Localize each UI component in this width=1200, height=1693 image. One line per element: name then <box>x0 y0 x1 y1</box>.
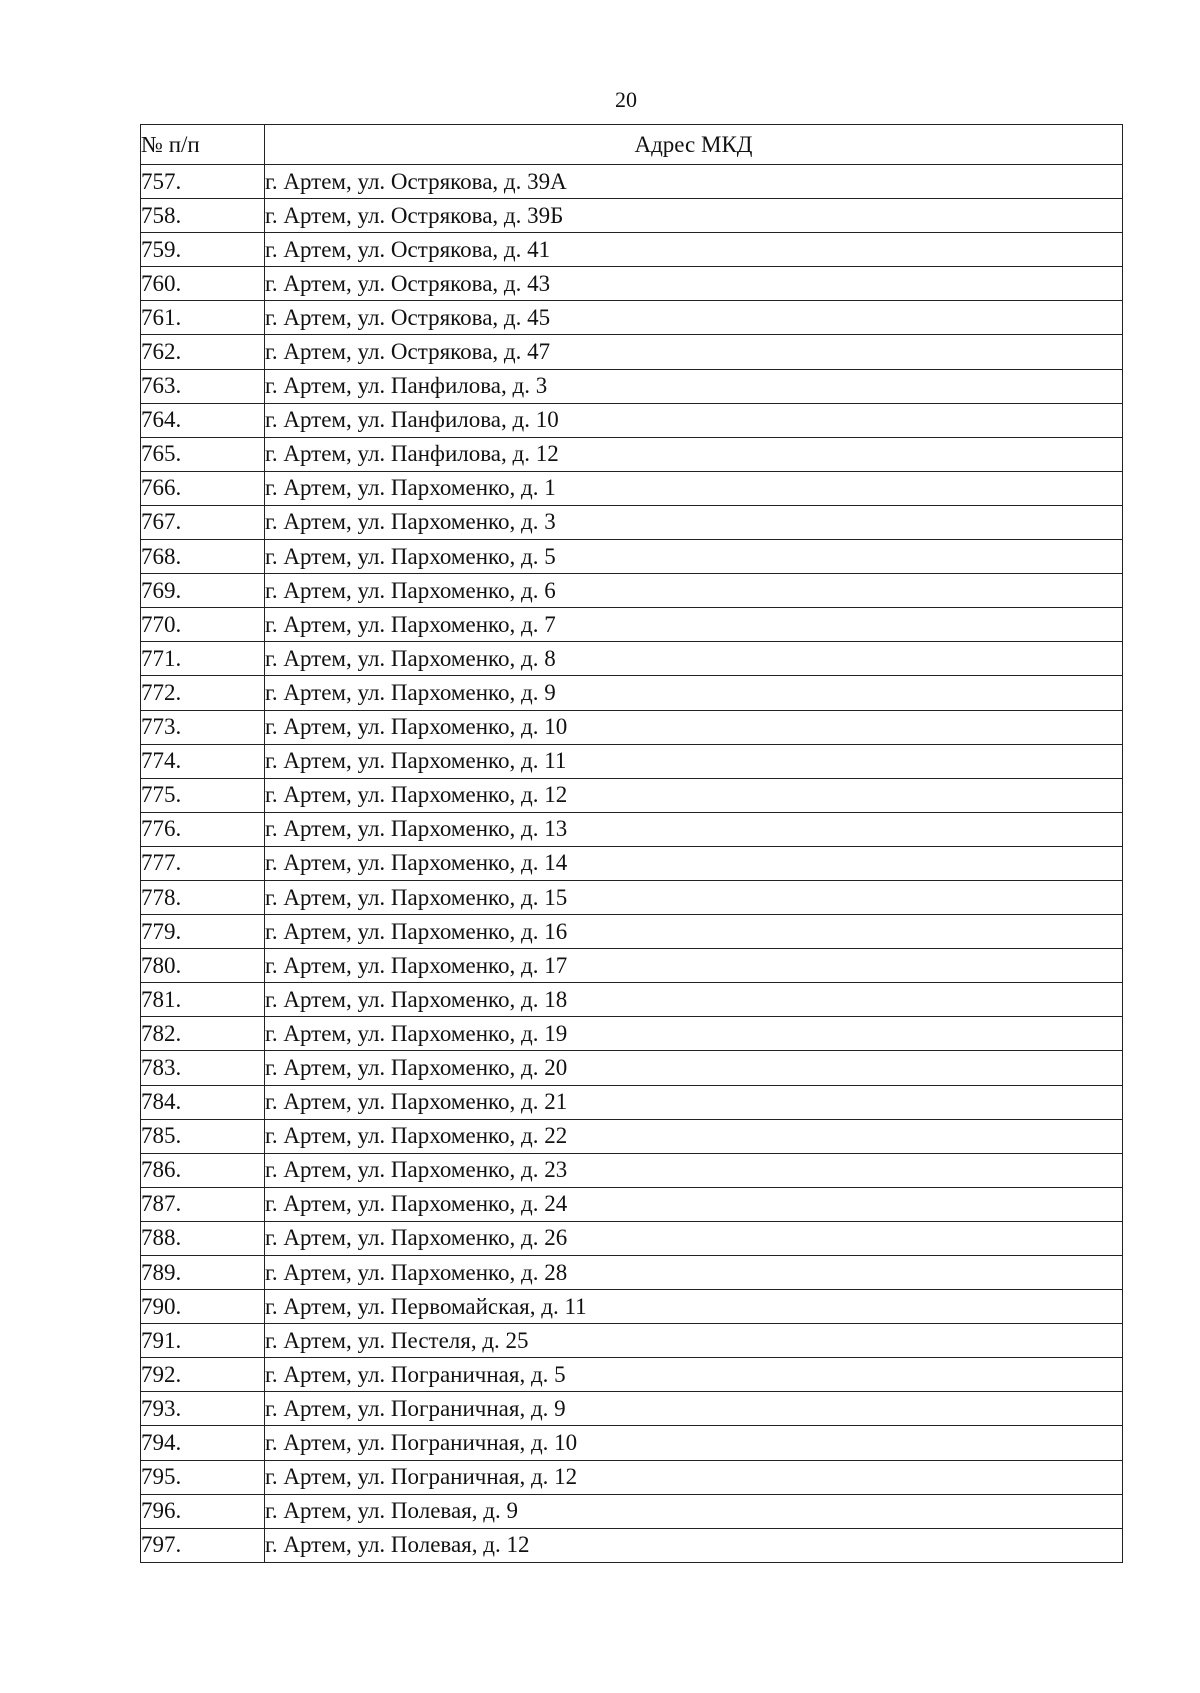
address-cell: г. Артем, ул. Острякова, д. 43 <box>265 267 1123 301</box>
table-row <box>141 983 1123 1017</box>
table-row <box>141 778 1123 812</box>
table-row <box>141 608 1123 642</box>
address-cell: г. Артем, ул. Полевая, д. 9 <box>265 1494 1123 1528</box>
table-row <box>141 1085 1123 1119</box>
address-cell: г. Артем, ул. Пархоменко, д. 15 <box>265 880 1123 914</box>
row-number-cell: 760. <box>141 267 265 301</box>
table-row <box>141 1256 1123 1290</box>
table-row <box>141 710 1123 744</box>
table-row <box>141 915 1123 949</box>
row-number-cell: 767. <box>141 505 265 539</box>
table-row <box>141 1153 1123 1187</box>
address-cell: г. Артем, ул. Острякова, д. 39А <box>265 165 1123 199</box>
address-cell: г. Артем, ул. Острякова, д. 39Б <box>265 199 1123 233</box>
row-number-cell: 775. <box>141 778 265 812</box>
table-row <box>141 165 1123 199</box>
column-header-address: Адрес МКД <box>265 125 1123 165</box>
row-number-cell: 797. <box>141 1528 265 1562</box>
row-number-cell: 780. <box>141 949 265 983</box>
table-row <box>141 642 1123 676</box>
table-row <box>141 471 1123 505</box>
table-row <box>141 846 1123 880</box>
table-row <box>141 812 1123 846</box>
address-cell: г. Артем, ул. Панфилова, д. 10 <box>265 403 1123 437</box>
address-cell: г. Артем, ул. Острякова, д. 41 <box>265 233 1123 267</box>
address-cell: г. Артем, ул. Пархоменко, д. 9 <box>265 676 1123 710</box>
address-cell: г. Артем, ул. Пограничная, д. 12 <box>265 1460 1123 1494</box>
row-number-cell: 788. <box>141 1221 265 1255</box>
row-number-cell: 776. <box>141 812 265 846</box>
row-number-cell: 794. <box>141 1426 265 1460</box>
address-cell: г. Артем, ул. Пархоменко, д. 23 <box>265 1153 1123 1187</box>
address-cell: г. Артем, ул. Пархоменко, д. 19 <box>265 1017 1123 1051</box>
row-number-cell: 795. <box>141 1460 265 1494</box>
table-row <box>141 267 1123 301</box>
table-row <box>141 369 1123 403</box>
table-row <box>141 744 1123 778</box>
address-cell: г. Артем, ул. Пархоменко, д. 26 <box>265 1221 1123 1255</box>
table-body <box>141 165 1123 1563</box>
row-number-cell: 783. <box>141 1051 265 1085</box>
row-number-cell: 793. <box>141 1392 265 1426</box>
address-cell: г. Артем, ул. Пархоменко, д. 12 <box>265 778 1123 812</box>
address-cell: г. Артем, ул. Панфилова, д. 3 <box>265 369 1123 403</box>
row-number-cell: 786. <box>141 1153 265 1187</box>
table-row <box>141 949 1123 983</box>
address-cell: г. Артем, ул. Пархоменко, д. 20 <box>265 1051 1123 1085</box>
row-number-cell: 770. <box>141 608 265 642</box>
row-number-cell: 792. <box>141 1358 265 1392</box>
row-number-cell: 785. <box>141 1119 265 1153</box>
address-table <box>140 124 1123 1563</box>
row-number-cell: 773. <box>141 710 265 744</box>
address-cell: г. Артем, ул. Острякова, д. 47 <box>265 335 1123 369</box>
address-cell: г. Артем, ул. Полевая, д. 12 <box>265 1528 1123 1562</box>
row-number-cell: 763. <box>141 369 265 403</box>
table-row <box>141 1460 1123 1494</box>
address-cell: г. Артем, ул. Пархоменко, д. 16 <box>265 915 1123 949</box>
row-number-cell: 790. <box>141 1290 265 1324</box>
address-cell: г. Артем, ул. Пархоменко, д. 8 <box>265 642 1123 676</box>
row-number-cell: 758. <box>141 199 265 233</box>
table-row <box>141 1426 1123 1460</box>
address-cell: г. Артем, ул. Пограничная, д. 5 <box>265 1358 1123 1392</box>
row-number-cell: 784. <box>141 1085 265 1119</box>
table-row <box>141 233 1123 267</box>
row-number-cell: 761. <box>141 301 265 335</box>
address-cell: г. Артем, ул. Первомайская, д. 11 <box>265 1290 1123 1324</box>
row-number-cell: 765. <box>141 437 265 471</box>
table-row <box>141 1494 1123 1528</box>
table-row <box>141 1358 1123 1392</box>
table-row <box>141 1187 1123 1221</box>
address-cell: г. Артем, ул. Панфилова, д. 12 <box>265 437 1123 471</box>
table-row <box>141 1528 1123 1562</box>
table-row <box>141 1290 1123 1324</box>
page-number: 20 <box>615 87 637 112</box>
table-row <box>141 574 1123 608</box>
table-row <box>141 880 1123 914</box>
address-cell: г. Артем, ул. Пархоменко, д. 5 <box>265 540 1123 574</box>
table-row <box>141 1119 1123 1153</box>
row-number-cell: 789. <box>141 1256 265 1290</box>
address-cell: г. Артем, ул. Пархоменко, д. 18 <box>265 983 1123 1017</box>
address-cell: г. Артем, ул. Пархоменко, д. 7 <box>265 608 1123 642</box>
row-number-cell: 757. <box>141 165 265 199</box>
column-header-number: № п/п <box>141 125 265 165</box>
table-row <box>141 1324 1123 1358</box>
row-number-cell: 796. <box>141 1494 265 1528</box>
table-row <box>141 403 1123 437</box>
row-number-cell: 768. <box>141 540 265 574</box>
table-row <box>141 505 1123 539</box>
row-number-cell: 791. <box>141 1324 265 1358</box>
address-cell: г. Артем, ул. Пархоменко, д. 22 <box>265 1119 1123 1153</box>
table-row <box>141 335 1123 369</box>
table-row <box>141 437 1123 471</box>
address-cell: г. Артем, ул. Пархоменко, д. 10 <box>265 710 1123 744</box>
row-number-cell: 777. <box>141 846 265 880</box>
address-cell: г. Артем, ул. Пархоменко, д. 17 <box>265 949 1123 983</box>
address-cell: г. Артем, ул. Пархоменко, д. 28 <box>265 1256 1123 1290</box>
address-cell: г. Артем, ул. Пархоменко, д. 1 <box>265 471 1123 505</box>
address-cell: г. Артем, ул. Пархоменко, д. 13 <box>265 812 1123 846</box>
table-row <box>141 1051 1123 1085</box>
row-number-cell: 772. <box>141 676 265 710</box>
row-number-cell: 782. <box>141 1017 265 1051</box>
table-row <box>141 199 1123 233</box>
table-row <box>141 1221 1123 1255</box>
row-number-cell: 781. <box>141 983 265 1017</box>
row-number-cell: 764. <box>141 403 265 437</box>
address-cell: г. Артем, ул. Пархоменко, д. 6 <box>265 574 1123 608</box>
table-header-row <box>141 125 1123 165</box>
row-number-cell: 771. <box>141 642 265 676</box>
address-cell: г. Артем, ул. Пархоменко, д. 11 <box>265 744 1123 778</box>
row-number-cell: 766. <box>141 471 265 505</box>
address-cell: г. Артем, ул. Пархоменко, д. 21 <box>265 1085 1123 1119</box>
row-number-cell: 769. <box>141 574 265 608</box>
address-cell: г. Артем, ул. Пограничная, д. 10 <box>265 1426 1123 1460</box>
table-row <box>141 540 1123 574</box>
address-cell: г. Артем, ул. Пестеля, д. 25 <box>265 1324 1123 1358</box>
address-cell: г. Артем, ул. Пархоменко, д. 3 <box>265 505 1123 539</box>
address-cell: г. Артем, ул. Пархоменко, д. 24 <box>265 1187 1123 1221</box>
address-cell: г. Артем, ул. Острякова, д. 45 <box>265 301 1123 335</box>
address-cell: г. Артем, ул. Пограничная, д. 9 <box>265 1392 1123 1426</box>
table-row <box>141 1017 1123 1051</box>
row-number-cell: 759. <box>141 233 265 267</box>
row-number-cell: 787. <box>141 1187 265 1221</box>
row-number-cell: 779. <box>141 915 265 949</box>
row-number-cell: 762. <box>141 335 265 369</box>
table-row <box>141 676 1123 710</box>
table-row <box>141 301 1123 335</box>
table-row <box>141 1392 1123 1426</box>
row-number-cell: 778. <box>141 880 265 914</box>
address-cell: г. Артем, ул. Пархоменко, д. 14 <box>265 846 1123 880</box>
row-number-cell: 774. <box>141 744 265 778</box>
